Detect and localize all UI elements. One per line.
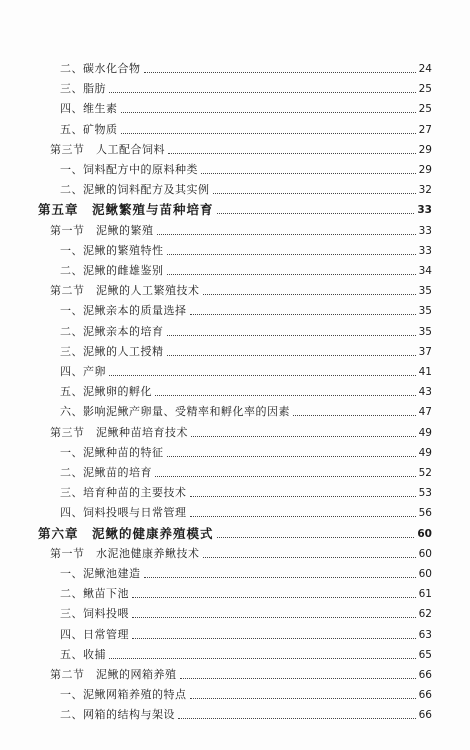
toc-page-number: 66 xyxy=(418,709,432,722)
toc-entry-title: 第三节 人工配合饲料 xyxy=(50,142,165,156)
toc-section-row xyxy=(50,222,432,240)
toc-item-row xyxy=(60,60,432,78)
toc-entry-title: 四、产卵 xyxy=(60,365,106,378)
toc-item-row xyxy=(60,302,432,320)
toc-item-row xyxy=(60,585,432,603)
toc-page-number: 35 xyxy=(418,285,432,298)
toc-entry-title: 二、泥鳅苗的培育 xyxy=(60,466,152,479)
dot-leader xyxy=(217,536,415,538)
toc-entry-title: 第二节 泥鳅的网箱养殖 xyxy=(50,668,177,681)
toc-entry-title: 第六章 泥鳅的健康养殖模式 xyxy=(38,525,214,541)
dot-leader xyxy=(132,637,416,639)
toc-entry-title: 一、饲料配方中的原料种类 xyxy=(60,163,198,176)
toc-item-row xyxy=(60,100,432,118)
toc-entry-title: 四、维生素 xyxy=(60,102,118,116)
dot-leader xyxy=(167,334,416,336)
toc-item-row xyxy=(60,323,432,341)
toc-entry-title: 五、泥鳅卵的孵化 xyxy=(60,385,152,399)
toc-page-number: 61 xyxy=(418,588,432,601)
toc-page-number: 60 xyxy=(417,527,432,540)
toc-page-number: 43 xyxy=(418,386,432,399)
dot-leader xyxy=(190,495,416,497)
toc-item-row xyxy=(60,343,432,361)
toc-section-row xyxy=(50,545,432,563)
toc-entry-title: 六、影响泥鳅产卵量、受精率和孵化率的因素 xyxy=(60,405,290,419)
dot-leader xyxy=(201,172,416,174)
toc-entry-title: 五、收捕 xyxy=(60,647,106,661)
toc-chapter-row xyxy=(38,525,432,543)
toc-entry-title: 第一节 水泥池健康养鳅技术 xyxy=(50,546,200,560)
toc-page-number: 33 xyxy=(418,224,432,237)
toc-section-row xyxy=(50,666,432,684)
toc-page-number: 66 xyxy=(418,669,432,681)
toc-entry-title: 二、网箱的结构与架设 xyxy=(60,708,175,722)
toc-page-number: 29 xyxy=(418,143,432,156)
toc-page-number: 60 xyxy=(418,547,432,560)
dot-leader xyxy=(213,192,416,194)
toc-item-row xyxy=(60,686,432,704)
toc-page-number: 62 xyxy=(418,608,432,621)
dot-leader xyxy=(132,616,416,618)
toc-page-number: 32 xyxy=(418,184,432,197)
dot-leader xyxy=(121,132,416,134)
toc-entry-title: 一、泥鳅种苗的特征 xyxy=(60,445,164,459)
dot-leader xyxy=(180,677,416,679)
toc-entry-title: 一、泥鳅亲本的质量选择 xyxy=(60,304,187,318)
toc-item-row xyxy=(60,262,432,280)
dot-leader xyxy=(190,313,416,315)
dot-leader xyxy=(109,374,416,376)
toc-item-row xyxy=(60,80,432,98)
toc-item-row xyxy=(60,363,432,381)
dot-leader xyxy=(217,212,415,214)
dot-leader xyxy=(121,111,416,113)
toc-item-row xyxy=(60,565,432,583)
dot-leader xyxy=(178,717,416,719)
toc-item-row xyxy=(60,161,432,179)
toc-page-number: 29 xyxy=(418,164,432,176)
toc-item-row xyxy=(60,444,432,462)
toc-entry-title: 五、矿物质 xyxy=(60,122,118,136)
toc-item-row xyxy=(60,626,432,644)
toc-page-number: 49 xyxy=(418,446,432,459)
toc-page-number: 47 xyxy=(418,406,432,419)
toc-item-row xyxy=(60,403,432,421)
toc-page-number: 65 xyxy=(418,648,432,661)
toc-entry-title: 三、饲料投喂 xyxy=(60,607,129,621)
dot-leader xyxy=(190,515,416,517)
toc-entry-title: 第五章 泥鳅繁殖与苗种培育 xyxy=(38,202,214,218)
dot-leader xyxy=(167,455,416,457)
toc-page-number: 33 xyxy=(418,244,432,257)
dot-leader xyxy=(144,71,416,73)
dot-leader xyxy=(157,233,416,235)
toc-item-row xyxy=(60,121,432,139)
toc-page-number: 35 xyxy=(418,305,432,318)
toc-entry-title: 四、日常管理 xyxy=(60,627,129,641)
toc-item-row xyxy=(60,464,432,482)
toc-entry-title: 二、泥鳅亲本的培育 xyxy=(60,324,164,338)
toc-page-number: 27 xyxy=(418,123,432,136)
dot-leader xyxy=(293,414,416,416)
toc-entry-title: 二、鳅苗下池 xyxy=(60,587,129,601)
toc-page-number: 60 xyxy=(418,568,432,580)
dot-leader xyxy=(109,91,416,93)
toc-item-row xyxy=(60,504,432,522)
dot-leader xyxy=(190,697,416,699)
toc-item-row xyxy=(60,484,432,502)
dot-leader xyxy=(168,152,416,154)
toc-entry-title: 一、泥鳅网箱养殖的特点 xyxy=(60,688,187,702)
dot-leader xyxy=(155,475,416,477)
toc-page-number: 25 xyxy=(418,83,432,96)
dot-leader xyxy=(167,354,416,356)
toc-page-number: 24 xyxy=(418,63,432,75)
toc-page-number: 25 xyxy=(418,103,432,116)
toc-page-number: 63 xyxy=(418,628,432,641)
dot-leader xyxy=(144,576,416,578)
toc-entry-title: 二、碳水化合物 xyxy=(60,62,141,75)
toc-page-number: 35 xyxy=(418,325,432,338)
toc-entry-title: 二、泥鳅的雌雄鉴别 xyxy=(60,264,164,277)
toc-item-row xyxy=(60,646,432,664)
dot-leader xyxy=(132,596,416,598)
toc-entry-title: 第三节 泥鳅种苗培育技术 xyxy=(50,425,188,439)
toc-page-number: 37 xyxy=(418,345,432,358)
toc-item-row xyxy=(60,242,432,260)
dot-leader xyxy=(167,273,416,275)
toc-entry-title: 一、泥鳅的繁殖特性 xyxy=(60,243,164,257)
toc-page-number: 66 xyxy=(418,689,432,702)
toc-item-row xyxy=(60,181,432,199)
toc-page-number: 34 xyxy=(418,265,432,277)
toc-page-number: 49 xyxy=(418,426,432,439)
dot-leader xyxy=(109,657,416,659)
toc-entry-title: 第二节 泥鳅的人工繁殖技术 xyxy=(50,284,200,298)
toc-page-number: 41 xyxy=(418,366,432,378)
toc-entry-title: 三、培育种苗的主要技术 xyxy=(60,486,187,500)
toc-entry-title: 一、泥鳅池建造 xyxy=(60,567,141,580)
toc-page-number: 56 xyxy=(418,507,432,520)
toc-entry-title: 三、泥鳅的人工授精 xyxy=(60,344,164,358)
toc-section-row xyxy=(50,141,432,159)
toc-chapter-row xyxy=(38,201,432,219)
toc-entry-title: 三、脂肪 xyxy=(60,82,106,96)
toc-entry-title: 四、饲料投喂与日常管理 xyxy=(60,506,187,520)
toc-entry-title: 二、泥鳅的饲料配方及其实例 xyxy=(60,183,210,197)
toc-page-number: 52 xyxy=(418,467,432,479)
toc-item-row xyxy=(60,383,432,401)
dot-leader xyxy=(203,293,416,295)
toc-item-row xyxy=(60,605,432,623)
toc-section-row xyxy=(50,424,432,442)
toc-entry-title: 第一节 泥鳅的繁殖 xyxy=(50,223,154,237)
toc-item-row xyxy=(60,706,432,724)
toc-section-row xyxy=(50,282,432,300)
dot-leader xyxy=(167,253,416,255)
dot-leader xyxy=(155,394,416,396)
dot-leader xyxy=(191,435,416,437)
toc-page-number: 33 xyxy=(417,204,432,217)
toc-page-number: 53 xyxy=(418,487,432,500)
dot-leader xyxy=(203,556,416,558)
